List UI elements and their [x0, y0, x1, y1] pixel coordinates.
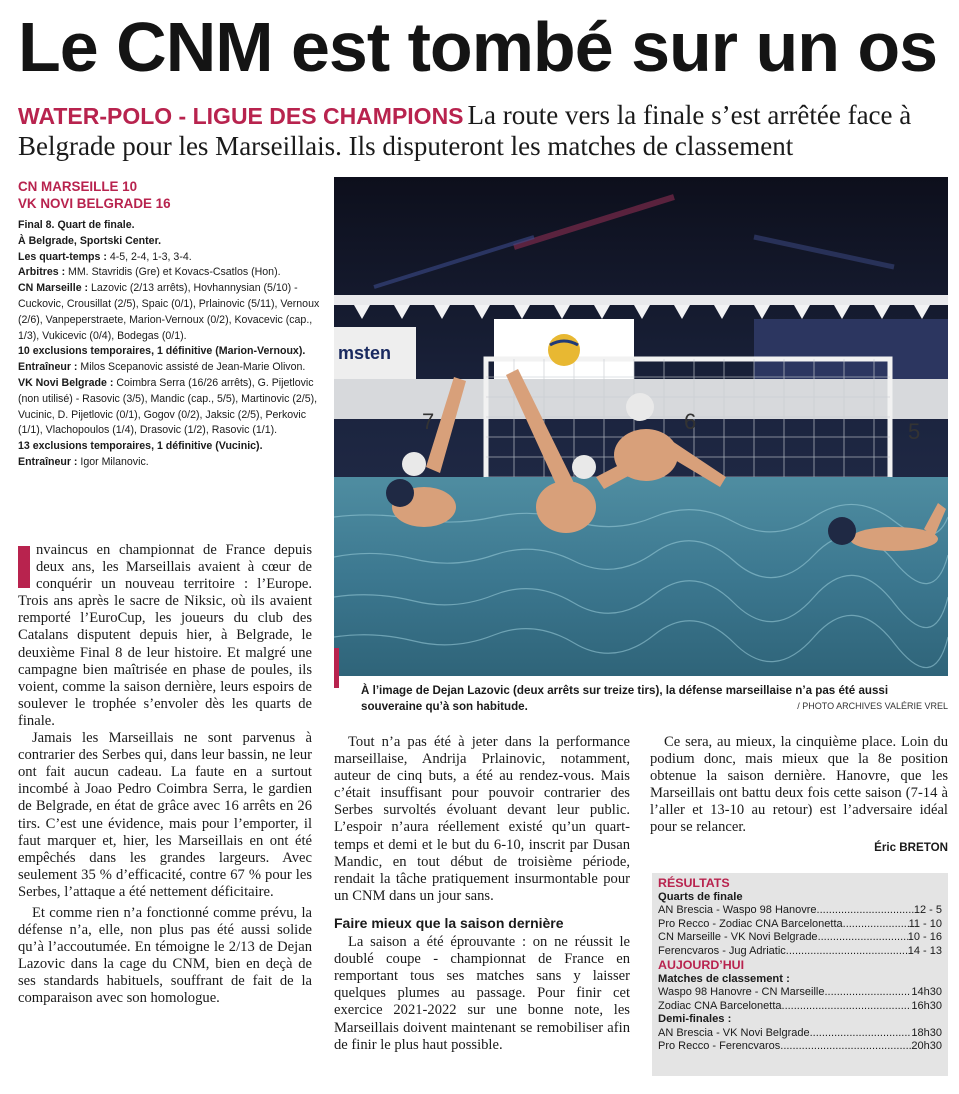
- deck: [18, 100, 948, 161]
- article-column-3: [650, 734, 948, 856]
- results-title: RÉSULTATS: [658, 876, 730, 890]
- article-paragraph: Et comme rien n’a fonctionné comme prévu, la défense n’a, elle, non plus pas été aussi solide qu’à l’accoutumée. En témoigne le 2/13 de Dejan Lazovic dans la cage du CNM, bien en deçà de ses standards habituels, souffrant de fait de la comparaison avec son homologue.: [18, 904, 312, 1007]
- article-paragraph: Jamais les Marseillais ne sont parvenus à contrarier des Serbes qui, dans leur bassin, ne leur ont fait aucun cadeau. La faute en a surtout incombé à Joao Pedro Coimbra Serra, le gardien de Belgrade, en état de grâce avec 16 arrêts en 26 tirs. C’est une évidence, mais pour l’emporter, il faut marquer et, hier, les Marseillais en ont été empêchés dans les grandes largeurs. Avec seulement 35 % d’efficacité, contre 67 % pour les Serbes, l’attaque a été nettement déficitaire.: [18, 730, 312, 900]
- result-row: AN Brescia - Waspo 98 Hanovre ..... 12 - 5: [658, 904, 942, 917]
- scorebox-vk-coach-label: Entraîneur :: [18, 455, 78, 468]
- scorebox-qt-label: Les quart-temps :: [18, 250, 107, 263]
- class-heading: Matches de classement :: [658, 973, 790, 986]
- scorebox-line2: À Belgrade, Sportski Center.: [18, 234, 162, 247]
- scorebox-vk-value: Coimbra Serra (16/26 arrêts), G. Pijetlovic (non utilisé) - Rasovic (3/5), Mandic (cap., 5/5), Martinovic (2/5), Vucinic, D. Pijetlovic (0/1), Gogov (0/2), Jaksic (2/5), Perkovic (1/1), Vlachopoulos (1/4), Drasovic (1/2), Rasovic (1/1).: [18, 376, 318, 437]
- scorebox-arb-label: Arbitres :: [18, 266, 66, 279]
- banner-left-text: msten: [338, 343, 392, 363]
- cap-number-1: 7: [422, 409, 435, 434]
- cap-number-3: 5: [908, 419, 921, 444]
- photo-credit: / PHOTO ARCHIVES VALÉRIE VREL: [797, 701, 948, 711]
- schedule-row: Zodiac CNA Barcelonetta ..... 16h30: [658, 1000, 942, 1013]
- article-paragraph: Tout n’a pas été à jeter dans la performance marseillaise, Andrija Prlainovic, notamment, auteur de cinq buts, a été au rendez-vous. Mais c’était insuffisant pour pouvoir contrarier des Serbes survoltés évoluant devant leur public. L’espoir n’aura réellement existé qu’un quart-temps et demi et le but du 6-10, inscrit par Dusan Mandic, en tout début de troisième période, rendait la tâche pratiquement insurmontable pour un CNM dans un jour sans.: [334, 734, 630, 904]
- deck-text: La route vers la finale s’est arrêtée face à Belgrade pour les Marseillais. Ils disputeront les matches de classement: [18, 100, 912, 161]
- scorebox-line1: Final 8. Quart de finale.: [18, 219, 135, 231]
- result-row: CN Marseille - VK Novi Belgrade ..... 10 - 16: [658, 931, 942, 944]
- article-paragraph: Ce sera, au mieux, la cinquième place. Loin du podium donc, mais mieux que la 8e position obtenue la saison dernière. Hanovre, que les Marseillais ont battu deux fois cette saison (7-14 à l’aller et 13-10 au retour) est l’adversaire idéal pour se relancer.: [650, 734, 948, 836]
- dropcap: [18, 546, 30, 588]
- scorebox: [18, 178, 326, 471]
- schedule-row: Pro Recco - Ferencvaros ..... 20h30: [658, 1040, 942, 1053]
- scorebox-vk-label: VK Novi Belgrade :: [18, 376, 114, 389]
- scorebox-cnm-value: Lazovic (2/13 arrêts), Hovhannysian (5/10) - Cuckovic, Crousillat (2/5), Spaic (0/1), Prlainovic (5/11), Vernoux (2/6), Vanpeperstraete, Marion-Vernoux (0/2), Kovacevic (cap., 1/3), Vukicevic (0/4), Bodegas (0/1).: [18, 282, 320, 342]
- caption-accent-bar: [334, 648, 339, 688]
- author-signature: Éric BRETON: [874, 840, 948, 854]
- scorebox-team1: CN MARSEILLE 10: [18, 179, 138, 194]
- cap-number-2: 6: [684, 409, 697, 434]
- scorebox-cnm-label: CN Marseille :: [18, 282, 89, 295]
- schedule-row: Waspo 98 Hanovre - CN Marseille ..... 14h30: [658, 986, 942, 999]
- result-row: Ferencvaros - Jug Adriatic ..... 14 - 13: [658, 945, 942, 958]
- results-box: [652, 873, 948, 1076]
- water-polo-photo: [334, 177, 948, 676]
- result-row: Pro Recco - Zodiac CNA Barcelonetta ..... 11 - 10: [658, 918, 942, 931]
- scorebox-vk-coach: Igor Milanovic.: [77, 455, 149, 468]
- article-paragraph: nvaincus en championnat de France depuis deux ans, les Marseillais avaient à cœur de conquérir un nouveau territoire : l’Europe. Trois ans après le sacre de Niksic, où ils avaient remporté l’EuroCup, les joueurs du club des Catalans disputent depuis hier, à Belgrade, le deuxième Final 8 de leur histoire. Et malgré une campagne bien maîtrisée en phase de poules, ils voient, comme la saison dernière, leurs espoirs de soulever le trophée s’envoler dès les quarts de finale.: [18, 542, 312, 729]
- match-photo: [334, 177, 948, 676]
- subheading: Faire mieux que la saison dernière: [334, 914, 564, 931]
- article-column-1: [18, 542, 312, 1008]
- scorebox-team2: VK NOVI BELGRADE 16: [18, 196, 171, 211]
- deck-kicker: WATER-POLO - LIGUE DES CHAMPIONS: [18, 103, 464, 129]
- scorebox-arb-value: MM. Stavridis (Gre) et Kovacs-Csatlos (Hon).: [65, 266, 281, 279]
- scorebox-cnm-coach-label: Entraîneur :: [18, 361, 78, 374]
- ball-icon: [548, 334, 580, 366]
- schedule-row: AN Brescia - VK Novi Belgrade ..... 18h30: [658, 1027, 942, 1040]
- semi-heading: Demi-finales :: [658, 1013, 732, 1026]
- today-title: AUJOURD’HUI: [658, 958, 745, 973]
- headline: Le CNM est tombé sur un os: [18, 8, 938, 86]
- scorebox-cnm-excl: 10 exclusions temporaires, 1 définitive (Marion-Vernoux).: [18, 345, 306, 358]
- article-column-2: [334, 734, 630, 1054]
- article-paragraph: La saison a été éprouvante : on ne réussit le doublé coupe - championnat de France en remportant tous ses matches sans y laisser quelques plumes au passage. Pour finir cet exercice 2021-2022 sur une bonne note, les Marseillais doivent maintenant se remobiliser afin de finir le plus haut possible.: [334, 934, 630, 1053]
- qf-heading: Quarts de finale: [658, 891, 743, 903]
- scorebox-qt-value: 4-5, 2-4, 1-3, 3-4.: [106, 250, 192, 263]
- scorebox-vk-excl: 13 exclusions temporaires, 1 définitive (Vucinic).: [18, 440, 263, 453]
- photo-caption: À l’image de Dejan Lazovic (deux arrêts sur treize tirs), la défense marseillaise n’a pas été aussi souveraine qu’à son habitude.: [361, 684, 889, 713]
- scorebox-cnm-coach: Milos Scepanovic assisté de Jean-Marie Olivon.: [77, 361, 306, 374]
